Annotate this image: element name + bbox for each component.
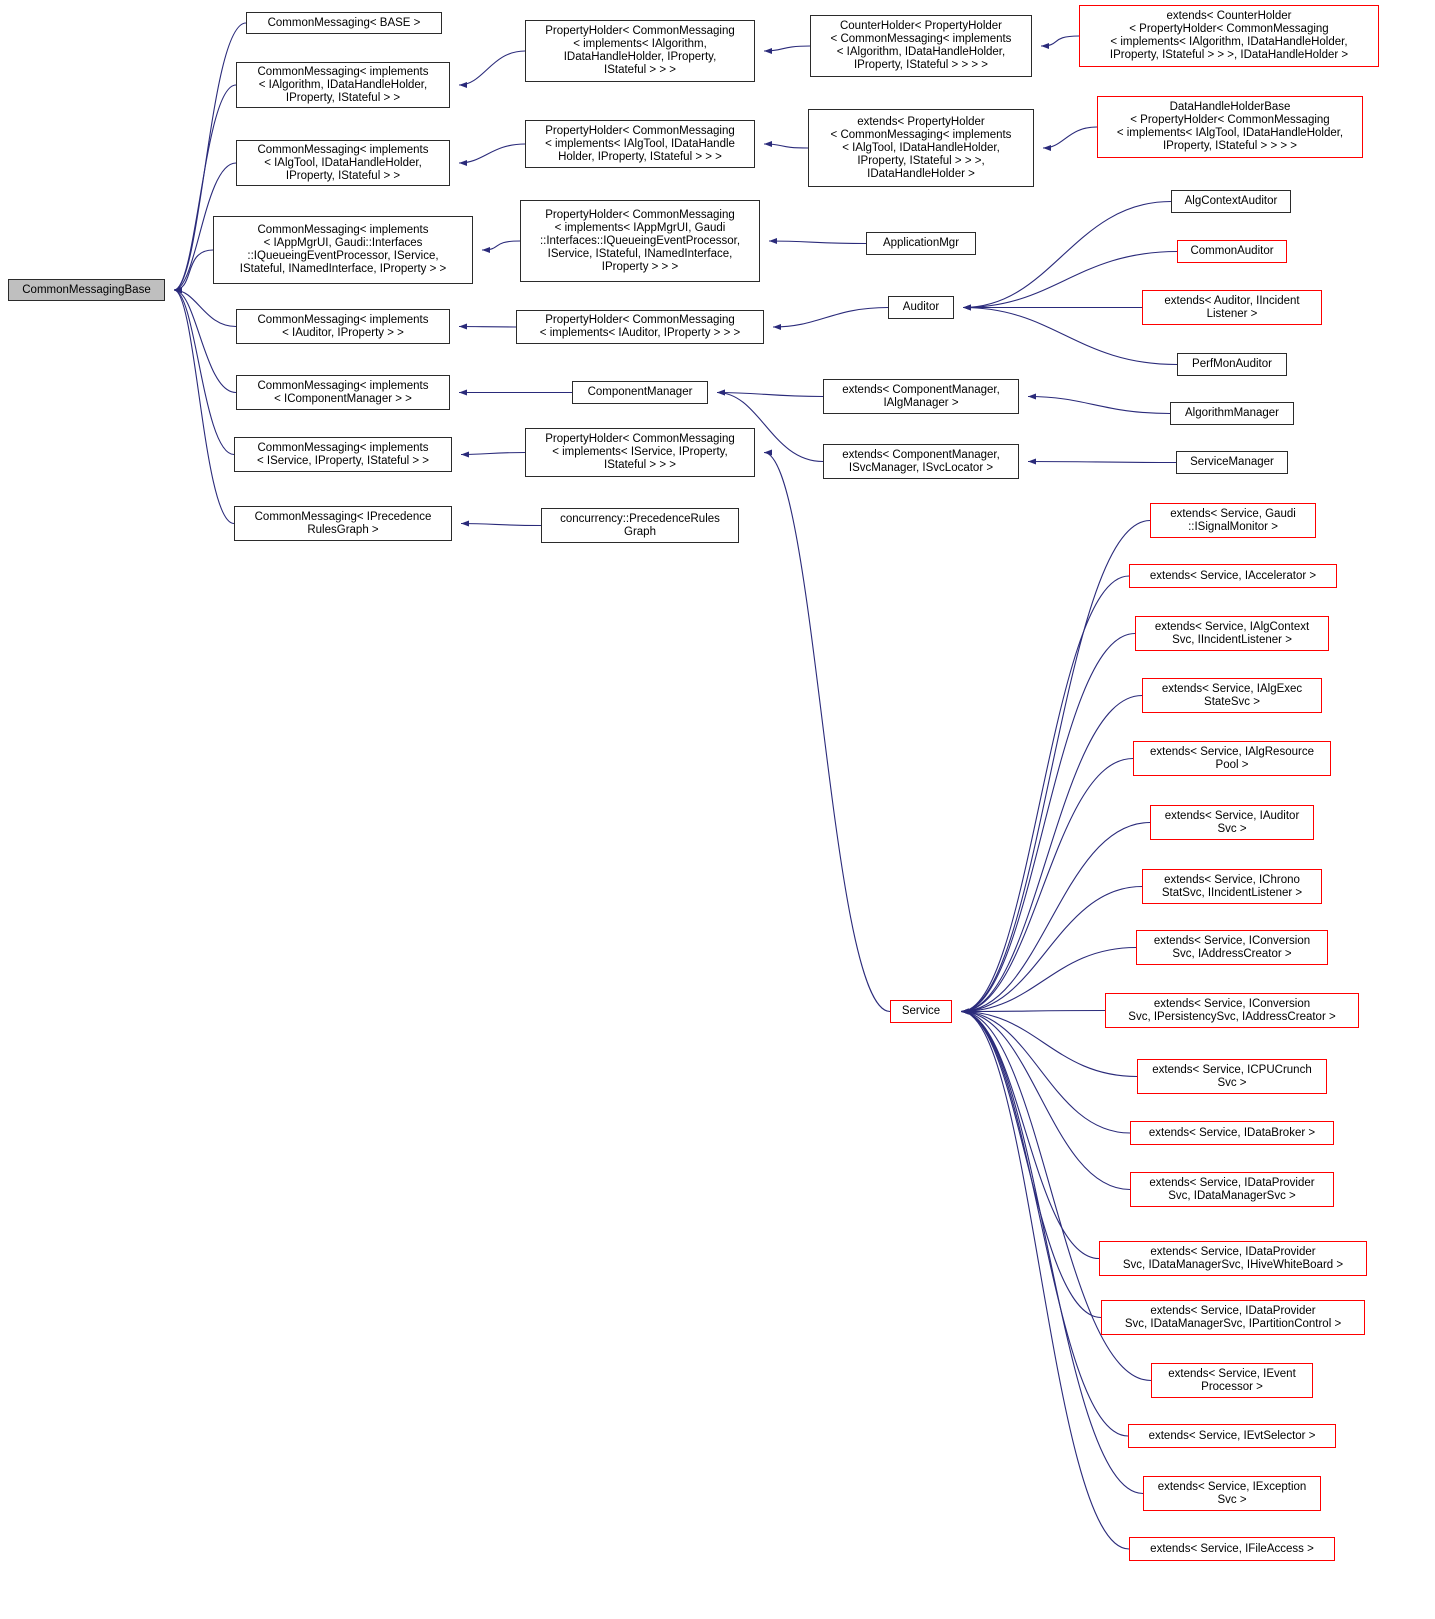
- class-node[interactable]: [213, 216, 473, 284]
- class-node[interactable]: [1105, 993, 1359, 1028]
- class-node-label: AlgorithmManager: [1185, 407, 1279, 419]
- class-node[interactable]: [236, 140, 450, 186]
- inheritance-edge: [961, 1011, 1105, 1012]
- class-node[interactable]: [1136, 930, 1328, 965]
- class-node[interactable]: [1142, 869, 1322, 904]
- class-node-label: extends< PropertyHolder < CommonMessaging< implements < IAlgTool, IDataHandleHolder, IProperty, IStateful > > >, IDataHandleHolder >: [830, 115, 1012, 180]
- class-node-label: extends< Service, IException Svc >: [1157, 1480, 1307, 1506]
- inheritance-edge: [961, 1012, 1101, 1318]
- inheritance-edge: [1028, 397, 1170, 414]
- class-node-label: PropertyHolder< CommonMessaging < implements< IAppMgrUI, Gaudi ::Interfaces::IQueueingEventProcessor, IService, IStateful, INamedInterface, IProperty > > >: [539, 208, 741, 273]
- class-node[interactable]: [1171, 190, 1291, 213]
- class-node[interactable]: [525, 20, 755, 82]
- class-node-label: extends< Service, IAuditor Svc >: [1164, 809, 1300, 835]
- class-node-label: extends< Service, IDataBroker >: [1148, 1126, 1316, 1139]
- class-node-label: extends< Service, IConversion Svc, IPersistencySvc, IAddressCreator >: [1128, 997, 1336, 1023]
- class-node[interactable]: [236, 309, 450, 344]
- class-node[interactable]: [1130, 1172, 1334, 1207]
- class-node[interactable]: [1137, 1059, 1327, 1094]
- class-node[interactable]: [236, 375, 450, 410]
- class-node[interactable]: [1150, 503, 1316, 538]
- class-node-label: extends< Service, IAlgContext Svc, IIncidentListener >: [1154, 620, 1310, 646]
- class-node-label: CommonMessaging< implements < IAlgTool, IDataHandleHolder, IProperty, IStateful > >: [257, 143, 429, 182]
- class-node-label: ComponentManager: [587, 386, 693, 398]
- inheritance-edge: [174, 290, 234, 524]
- inheritance-edge: [764, 144, 808, 148]
- class-node[interactable]: [525, 120, 755, 168]
- class-node-label: CommonMessaging< implements < IComponentManager > >: [257, 379, 429, 405]
- class-node[interactable]: [890, 1000, 952, 1023]
- class-node[interactable]: [810, 15, 1032, 77]
- inheritance-edge: [769, 241, 866, 244]
- class-node-label: extends< Service, IDataProvider Svc, IDataManagerSvc, IHiveWhiteBoard >: [1122, 1245, 1344, 1271]
- class-node[interactable]: [1150, 805, 1314, 840]
- class-node[interactable]: [234, 437, 452, 472]
- class-node-label: extends< Service, IAccelerator >: [1149, 569, 1317, 582]
- class-node-label: extends< Service, IEvtSelector >: [1148, 1429, 1316, 1442]
- inheritance-edge: [459, 51, 525, 85]
- class-node[interactable]: [1097, 96, 1363, 158]
- class-node-label: extends< ComponentManager, ISvcManager, ISvcLocator >: [842, 448, 1000, 474]
- class-node-label: PropertyHolder< CommonMessaging < implements< IAlgorithm, IDataHandleHolder, IProperty, IStateful > > >: [545, 25, 735, 76]
- inheritance-edge: [459, 144, 525, 163]
- class-node-label: extends< CounterHolder < PropertyHolder< CommonMessaging < implements< IAlgorithm, IDataHandleHolder, IProperty, IStateful > > >, IDataHandleHolder >: [1109, 10, 1349, 61]
- class-node-label: Auditor: [902, 301, 940, 313]
- inheritance-edge: [961, 1012, 1129, 1550]
- class-node[interactable]: [808, 109, 1034, 187]
- class-node[interactable]: [520, 200, 760, 282]
- class-node[interactable]: [1177, 353, 1287, 376]
- inheritance-edge: [1028, 462, 1176, 463]
- class-node-label: extends< Service, IFileAccess >: [1150, 1542, 1314, 1555]
- class-node-label: extends< Service, IDataProvider Svc, IDataManagerSvc, IPartitionControl >: [1124, 1304, 1342, 1330]
- class-node[interactable]: [1129, 564, 1337, 588]
- inheritance-edge: [961, 576, 1129, 1012]
- class-node-label: extends< Service, IConversion Svc, IAddressCreator >: [1153, 934, 1311, 960]
- class-node-label: concurrency::PrecedenceRules Graph: [560, 512, 720, 538]
- class-node-label: PropertyHolder< CommonMessaging < implements< IService, IProperty, IStateful > > >: [545, 433, 735, 471]
- class-node[interactable]: [1129, 1537, 1335, 1561]
- inheritance-edge: [961, 1012, 1130, 1134]
- inheritance-edge: [1041, 36, 1079, 46]
- class-node-label: CommonMessaging< IPrecedence RulesGraph >: [254, 510, 432, 536]
- class-node[interactable]: [1177, 240, 1287, 263]
- class-node[interactable]: [246, 12, 442, 34]
- inheritance-edge: [459, 327, 516, 328]
- class-node-label: extends< Auditor, IIncident Listener >: [1164, 294, 1300, 320]
- class-node[interactable]: [1099, 1241, 1367, 1276]
- class-node-label: extends< Service, IChrono StatSvc, IIncidentListener >: [1161, 873, 1303, 899]
- inheritance-edge: [961, 823, 1150, 1012]
- inheritance-edge: [961, 759, 1133, 1012]
- class-node-label: ServiceManager: [1190, 456, 1274, 468]
- class-node[interactable]: [572, 381, 708, 404]
- class-node-label: extends< Service, IAlgExec StateSvc >: [1161, 682, 1303, 708]
- inheritance-edge: [461, 524, 541, 526]
- class-node-label: ApplicationMgr: [882, 237, 960, 249]
- class-node[interactable]: [1128, 1424, 1336, 1448]
- class-node-label: CommonMessaging< implements < IService, IProperty, IStateful > >: [256, 441, 430, 467]
- inheritance-edge: [174, 290, 234, 455]
- class-node-label: Service: [901, 1005, 941, 1017]
- class-node[interactable]: [236, 62, 450, 108]
- inheritance-edge: [961, 521, 1150, 1012]
- class-node-label: PropertyHolder< CommonMessaging < implements< IAlgTool, IDataHandle Holder, IProperty, IStateful > > >: [545, 124, 735, 163]
- class-node-label: CommonMessagingBase: [22, 283, 151, 296]
- inheritance-edge: [717, 393, 823, 397]
- class-node-label: extends< Service, ICPUCrunch Svc >: [1152, 1063, 1312, 1089]
- inheritance-edge: [1043, 127, 1097, 148]
- class-node-label: DataHandleHolderBase < PropertyHolder< CommonMessaging < implements< IAlgTool, IDataHandleHolder, IProperty, IStateful > > > >: [1116, 101, 1344, 152]
- class-node[interactable]: [525, 428, 755, 477]
- inheritance-edge: [773, 308, 888, 328]
- class-node-label: extends< Service, IDataProvider Svc, IDataManagerSvc >: [1149, 1176, 1315, 1202]
- class-node[interactable]: [1130, 1121, 1334, 1145]
- inheritance-edge: [174, 290, 236, 393]
- class-node-label: extends< Service, IAlgResource Pool >: [1150, 745, 1314, 771]
- class-node[interactable]: [823, 444, 1019, 479]
- inheritance-edge: [963, 202, 1171, 308]
- class-node-label: CommonMessaging< implements < IAuditor, IProperty > >: [257, 313, 429, 339]
- class-node-label: PropertyHolder< CommonMessaging < implements< IAuditor, IProperty > > >: [539, 314, 741, 339]
- class-node[interactable]: [1135, 616, 1329, 651]
- class-node[interactable]: [1151, 1363, 1313, 1398]
- class-node[interactable]: [866, 232, 976, 255]
- class-node-label: CommonMessaging< implements < IAlgorithm, IDataHandleHolder, IProperty, IStateful > >: [257, 65, 429, 104]
- class-node[interactable]: [234, 506, 452, 541]
- inheritance-edge: [174, 290, 236, 327]
- class-node-label: CommonMessaging< implements < IAppMgrUI, Gaudi::Interfaces ::IQueueingEventProcessor, IService, IStateful, INamedInterface, IProperty > >: [239, 224, 447, 275]
- class-node-label: extends< Service, IEvent Processor >: [1168, 1367, 1296, 1393]
- inheritance-edge: [764, 453, 890, 1012]
- class-node[interactable]: [1142, 678, 1322, 713]
- inheritance-edge: [461, 453, 525, 455]
- inheritance-edge: [961, 696, 1142, 1012]
- inheritance-edge: [174, 250, 213, 290]
- inheritance-edge: [961, 1012, 1130, 1190]
- class-node[interactable]: [1176, 451, 1288, 474]
- class-node[interactable]: [1142, 290, 1322, 325]
- class-node[interactable]: [541, 508, 739, 543]
- class-node[interactable]: [823, 379, 1019, 414]
- class-node-label: AlgContextAuditor: [1184, 195, 1278, 207]
- inheritance-edge: [961, 1012, 1099, 1259]
- class-node[interactable]: [1079, 5, 1379, 67]
- class-node-label: CommonMessaging< BASE >: [267, 16, 421, 29]
- class-node[interactable]: [8, 279, 165, 301]
- inheritance-edge: [482, 241, 520, 250]
- class-node-label: PerfMonAuditor: [1192, 358, 1272, 370]
- class-node[interactable]: [1133, 741, 1331, 776]
- class-node-label: extends< ComponentManager, IAlgManager >: [842, 383, 1000, 409]
- class-node-label: extends< Service, Gaudi ::ISignalMonitor >: [1170, 507, 1296, 533]
- inheritance-edge: [764, 46, 810, 51]
- class-node[interactable]: [888, 296, 954, 319]
- class-node[interactable]: [516, 310, 764, 344]
- class-node-label: CounterHolder< PropertyHolder < CommonMessaging< implements < IAlgorithm, IDataHandleHolder, IProperty, IStateful > > > >: [830, 20, 1012, 71]
- inheritance-edge: [961, 1012, 1128, 1437]
- class-node[interactable]: [1170, 402, 1294, 425]
- class-node[interactable]: [1101, 1300, 1365, 1335]
- class-node[interactable]: [1143, 1476, 1321, 1511]
- class-node-label: CommonAuditor: [1190, 245, 1274, 257]
- inheritance-edge: [961, 634, 1135, 1012]
